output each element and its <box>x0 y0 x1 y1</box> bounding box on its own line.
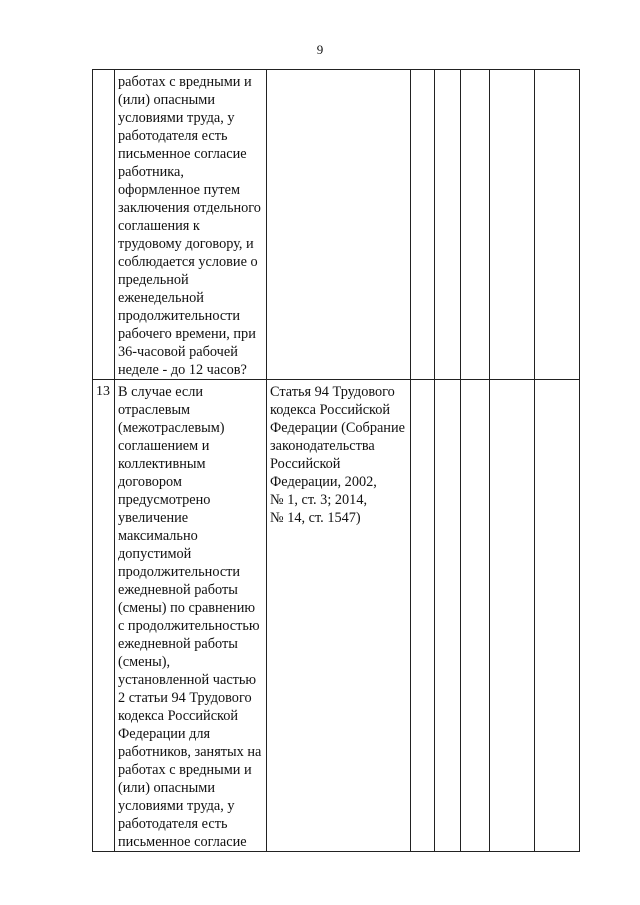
text-line: работодателя есть <box>118 128 228 144</box>
text-line: Федерации, 2002, <box>270 474 377 490</box>
text-line: № 14, ст. 1547) <box>270 510 361 526</box>
row-number <box>96 70 111 73</box>
text-line: увеличение <box>118 510 189 526</box>
page-number: 9 <box>316 42 324 57</box>
text-line: Федерации для <box>118 726 211 742</box>
text-line: работах с вредными и <box>118 762 252 778</box>
reference-text <box>270 70 407 73</box>
text-line: В случае если <box>118 384 204 400</box>
question-cell <box>115 70 267 380</box>
text-line: продолжительности <box>118 564 241 580</box>
text-line: неделе - до 12 часов? <box>118 362 247 378</box>
text-line: отраслевым <box>118 402 191 418</box>
answer-cell-1 <box>411 70 435 380</box>
answer-cell-4 <box>490 70 535 380</box>
reference-cell <box>267 70 411 380</box>
text-line: Российской <box>270 456 341 472</box>
text-line: предусмотрено <box>118 492 211 508</box>
answer-cell-2 <box>435 380 461 852</box>
text-line: коллективным <box>118 456 206 472</box>
text-line: письменное согласие <box>118 146 247 162</box>
text-line: работодателя есть <box>118 816 228 832</box>
text-line: продолжительности <box>118 308 241 324</box>
text-line: условиями труда, у <box>118 798 235 814</box>
answer-cell-5 <box>535 380 580 852</box>
answer-cell-3 <box>461 380 490 852</box>
answer-cell-1 <box>411 380 435 852</box>
text-line: 36-часовой рабочей <box>118 344 238 360</box>
text-line: ежедневной работы <box>118 636 238 652</box>
text-line: условиями труда, у <box>118 110 235 126</box>
text-line: оформленное путем <box>118 182 241 198</box>
text-line: (или) опасными <box>118 92 215 108</box>
text-line: работников, занятых на <box>118 744 262 760</box>
text-line: заключения отдельного <box>118 200 261 216</box>
text-line: еженедельной <box>118 290 204 306</box>
row-number: 13 <box>96 384 110 399</box>
answer-cell-3 <box>461 70 490 380</box>
answer-cell-5 <box>535 70 580 380</box>
reference-cell <box>267 380 411 852</box>
text-line: договором <box>118 474 182 490</box>
text-line: предельной <box>118 272 189 288</box>
question-text <box>118 70 263 379</box>
text-line: № 1, ст. 3; 2014, <box>270 492 368 508</box>
reference-text <box>270 380 407 527</box>
table-row <box>93 380 580 852</box>
text-line: с продолжительностью <box>118 618 260 634</box>
question-cell <box>115 380 267 852</box>
text-line: 2 статьи 94 Трудового <box>118 690 252 706</box>
checklist-table <box>92 69 580 852</box>
text-line: кодекса Российской <box>118 708 239 724</box>
text-line: рабочего времени, при <box>118 326 256 342</box>
text-line: ежедневной работы <box>118 582 238 598</box>
text-line: работника, <box>118 164 184 180</box>
text-line: (смены) по сравнению <box>118 600 256 616</box>
text-line: Статья 94 Трудового <box>270 384 395 400</box>
text-line: (межотраслевым) <box>118 420 225 436</box>
table-row <box>93 70 580 380</box>
row-number-cell <box>93 380 115 852</box>
row-number-cell <box>93 70 115 380</box>
text-line: Федерации (Собрание <box>270 420 405 436</box>
text-line: (смены), <box>118 654 171 670</box>
text-line: законодательства <box>270 438 375 454</box>
text-line: соглашения к <box>118 218 200 234</box>
text-line: установленной частью <box>118 672 257 688</box>
answer-cell-4 <box>490 380 535 852</box>
answer-cell-2 <box>435 70 461 380</box>
text-line: трудовому договору, и <box>118 236 254 252</box>
text-line: соблюдается условие о <box>118 254 258 270</box>
text-line: письменное согласие <box>118 834 247 850</box>
text-line: (или) опасными <box>118 780 215 796</box>
text-line: работах с вредными и <box>118 74 252 90</box>
text-line: соглашением и <box>118 438 210 454</box>
question-text <box>118 380 263 851</box>
text-line: максимально <box>118 528 198 544</box>
text-line: допустимой <box>118 546 192 562</box>
text-line: кодекса Российской <box>270 402 391 418</box>
